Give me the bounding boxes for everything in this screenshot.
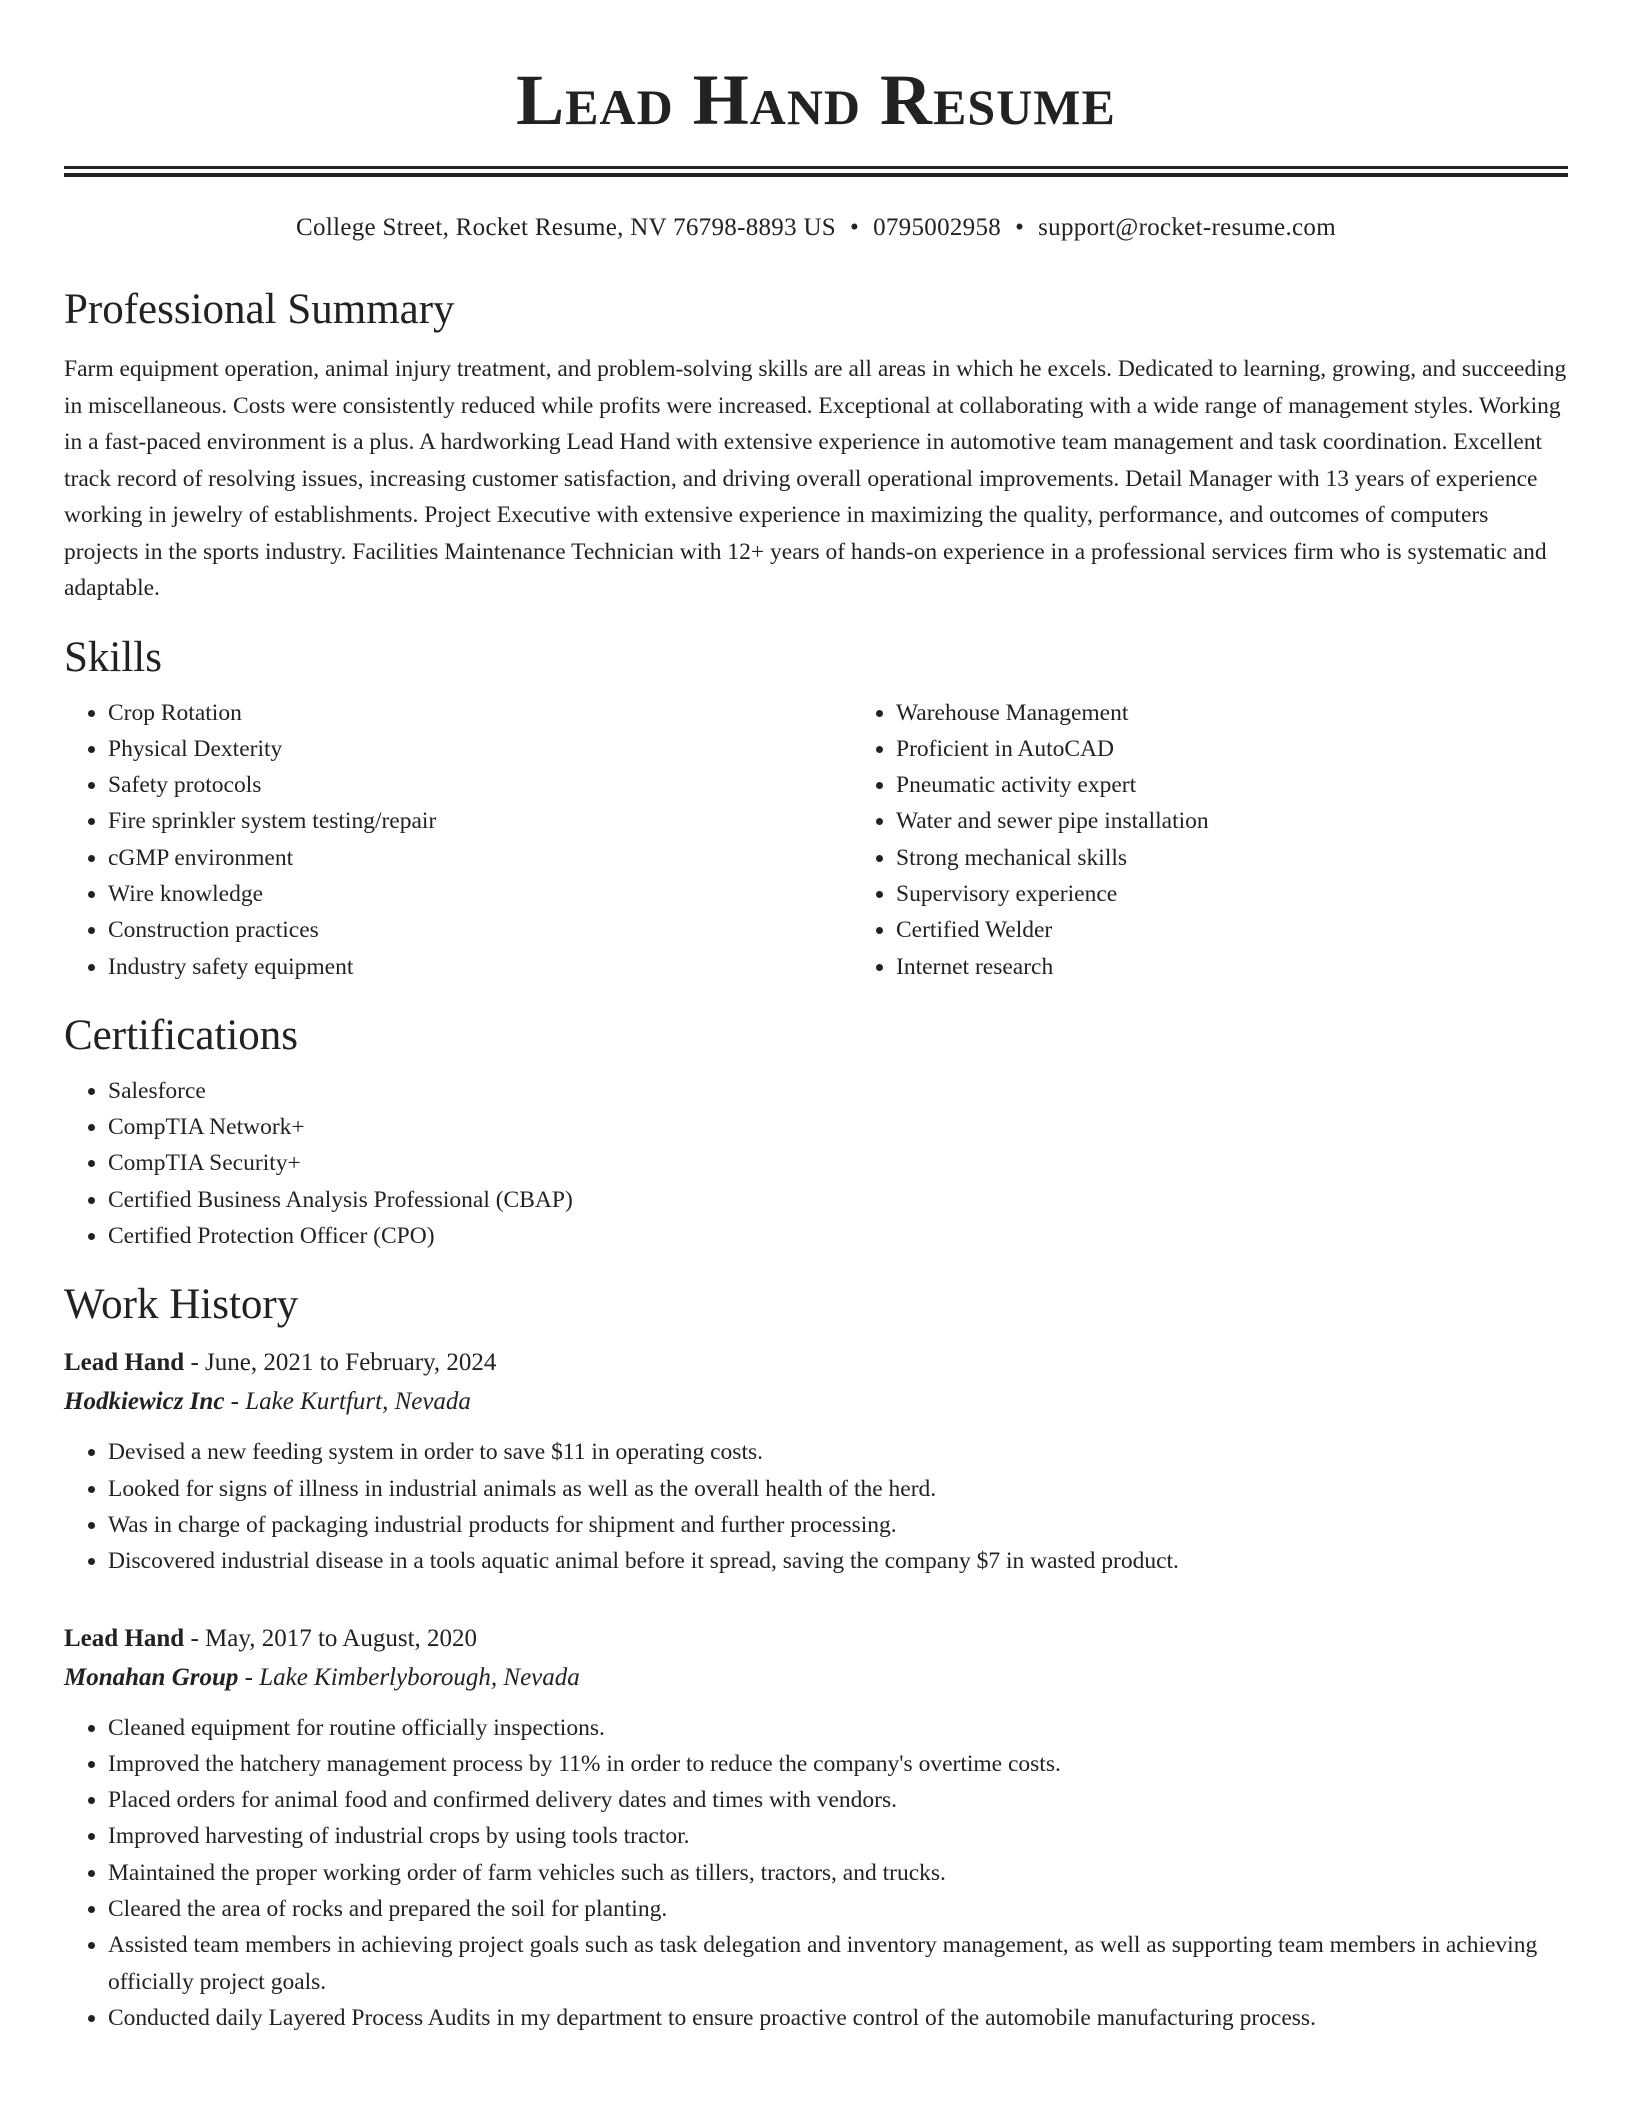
skill-item: • Internet research — [896, 949, 1632, 985]
job-dates: - June, 2021 to February, 2024 — [184, 1349, 497, 1377]
contact-separator: • — [1015, 214, 1025, 241]
job-title-line — [64, 1620, 1568, 1658]
job-duties-list — [64, 1710, 1568, 2037]
job-location: - Lake Kurtfurt, Nevada — [224, 1388, 471, 1416]
job-duty: • Cleared the area of rocks and prepared the soil for planting. — [108, 1891, 1568, 1927]
contact-separator: • — [850, 214, 860, 241]
job-duties-list — [64, 1434, 1568, 1579]
job-duty: • Discovered industrial disease in a tools aquatic animal before it spread, saving the company $7 in wasted product. — [108, 1543, 1568, 1579]
job-duty: • Cleaned equipment for routine officially inspections. — [108, 1710, 1568, 1746]
job-duty: • Assisted team members in achieving project goals such as task delegation and inventory management, as well as supporting team members in achieving officially project goals. — [108, 1927, 1568, 2000]
skills-list-left — [64, 695, 852, 985]
job-duty: • Improved the hatchery management process by 11% in order to reduce the company's overtime costs. — [108, 1746, 1568, 1782]
skills-section — [64, 633, 1568, 985]
job-title: Lead Hand — [64, 1349, 185, 1377]
job-duty: • Devised a new feeding system in order to save $11 in operating costs. — [108, 1434, 1568, 1470]
certification-item: • Certified Protection Officer (CPO) — [108, 1218, 1568, 1254]
job-duty: • Conducted daily Layered Process Audits in my department to ensure proactive control of the automobile manufacturing process. — [108, 2000, 1568, 2036]
summary-heading: Professional Summary — [64, 286, 455, 333]
skills-heading: Skills — [64, 633, 162, 681]
summary-section — [64, 285, 1568, 607]
job-company-line — [64, 1382, 1568, 1422]
certifications-list — [64, 1073, 1568, 1254]
skill-item: • Fire sprinkler system testing/repair — [108, 803, 852, 839]
job-duty: • Looked for signs of illness in industrial animals as well as the overall health of the herd. — [108, 1471, 1568, 1507]
skill-item: • Warehouse Management — [896, 695, 1632, 731]
certifications-section — [64, 1011, 1568, 1254]
contact-email: support@rocket-resume.com — [1038, 214, 1336, 241]
certification-item: • CompTIA Security+ — [108, 1145, 1568, 1181]
certification-item: • Certified Business Analysis Professional (CBAP) — [108, 1182, 1568, 1218]
job-duty: • Maintained the proper working order of farm vehicles such as tillers, tractors, and trucks. — [108, 1855, 1568, 1891]
skill-item: • Water and sewer pipe installation — [896, 803, 1632, 839]
resume-title: Lead Hand Resume — [516, 60, 1116, 140]
skill-item: • Safety protocols — [108, 767, 852, 803]
job-duty: • Improved harvesting of industrial crops by using tools tractor. — [108, 1818, 1568, 1854]
skill-item: • Wire knowledge — [108, 876, 852, 912]
job-duty: • Was in charge of packaging industrial products for shipment and further processing. — [108, 1507, 1568, 1543]
skill-item: • Certified Welder — [896, 912, 1632, 948]
skill-item: • Construction practices — [108, 912, 852, 948]
skill-item: • Pneumatic activity expert — [896, 767, 1632, 803]
skill-item: • Crop Rotation — [108, 695, 852, 731]
skill-item: • Proficient in AutoCAD — [896, 731, 1632, 767]
job-location: - Lake Kimberlyborough, Nevada — [238, 1663, 580, 1691]
certification-item: • Salesforce — [108, 1073, 1568, 1109]
contact-phone: 0795002958 — [873, 214, 1002, 241]
certification-item: • CompTIA Network+ — [108, 1109, 1568, 1145]
job-title-line — [64, 1344, 1568, 1382]
job-entry — [64, 1620, 1568, 2037]
skills-list-right — [852, 695, 1632, 985]
job-company: Hodkiewicz Inc — [64, 1388, 225, 1416]
job-title: Lead Hand — [64, 1624, 185, 1652]
job-company-line — [64, 1658, 1568, 1698]
skill-item: • Physical Dexterity — [108, 731, 852, 767]
job-duty: • Placed orders for animal food and confirmed delivery dates and times with vendors. — [108, 1782, 1568, 1818]
title-divider — [64, 166, 1568, 177]
work-history-section — [64, 1280, 1568, 2036]
skill-item: • cGMP environment — [108, 840, 852, 876]
job-dates: - May, 2017 to August, 2020 — [184, 1624, 478, 1652]
summary-text: Farm equipment operation, animal injury treatment, and problem-solving skills are all areas in which he excels. Dedicated to learning, growing, and succeeding in miscellaneous. Costs were consistently reduced while profits were increased. Exceptional at collaborating with a wide range of management styles. Working in a fast-paced environment is a plus. A hardworking Lead Hand with extensive experience in automotive team management and task coordination. Excellent track record of resolving issues, increasing customer satisfaction, and driving overall operational improvements. Detail Manager with 13 years of experience working in jewelry of establishments. Project Executive with extensive experience in maximizing the quality, performance, and outcomes of computers projects in the sports industry. Facilities Maintenance Technician with 12+ years of hands-on experience in a professional services firm who is systematic and adaptable. — [64, 356, 1567, 601]
skills-columns — [64, 695, 1568, 985]
job-company: Monahan Group — [64, 1663, 239, 1691]
skill-item: • Industry safety equipment — [108, 949, 852, 985]
contact-address: College Street, Rocket Resume, NV 76798-8893 US — [296, 214, 837, 241]
skill-item: • Supervisory experience — [896, 876, 1632, 912]
certifications-heading: Certifications — [64, 1011, 299, 1059]
skill-item: • Strong mechanical skills — [896, 840, 1632, 876]
contact-line — [64, 211, 1568, 245]
work-history-heading: Work History — [64, 1281, 299, 1329]
job-entry — [64, 1344, 1568, 1579]
